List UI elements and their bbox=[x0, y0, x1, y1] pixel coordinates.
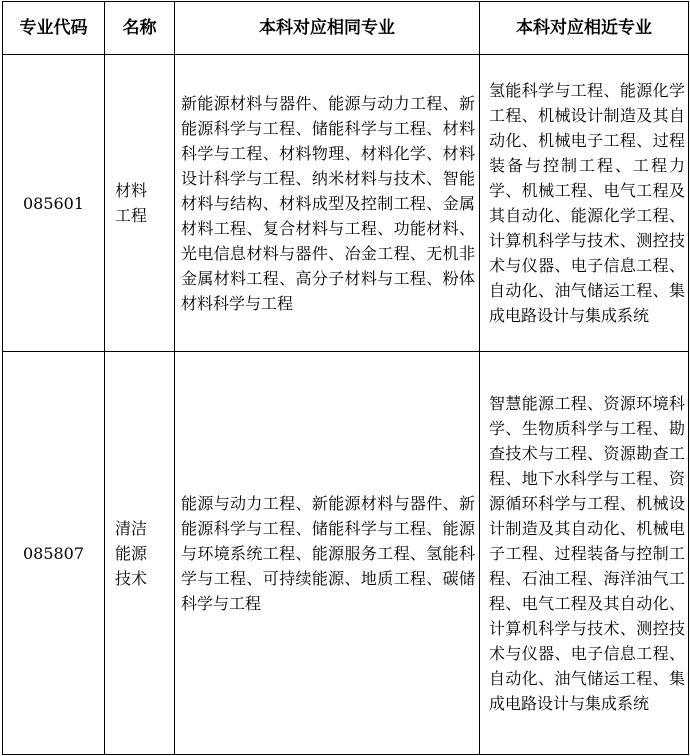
table-row bbox=[3, 352, 689, 755]
near-majors: 氢能科学与工程、能源化学工程、机械设计制造及其自动化、机械电子工程、过程装备与控制工程、工程力学、机械工程、电气工程及其自动化、能源化学工程、计算机科学与技术、测控技术与仪器、电子信息工程、自动化、油气储运工程、集成电路设计与集成系统 bbox=[480, 55, 689, 352]
header-code: 专业代码 bbox=[3, 2, 105, 55]
major-code: 085601 bbox=[3, 55, 105, 352]
major-table bbox=[2, 1, 689, 755]
near-majors: 智慧能源工程、资源环境科学、生物质科学与工程、勘查技术与工程、资源勘查工程、地下水科学与工程、资源循环科学与工程、机械设计制造及其自动化、机械电子工程、过程装备与控制工程、石油工程、海洋油气工程、电气工程及其自动化、计算机科学与技术、测控技术与仪器、电子信息工程、自动化、油气储运工程、集成电路设计与集成系统 bbox=[480, 352, 689, 755]
table-row bbox=[3, 55, 689, 352]
header-name: 名称 bbox=[105, 2, 175, 55]
same-majors: 新能源材料与器件、能源与动力工程、新能源科学与工程、储能科学与工程、材料科学与工程、材料物理、材料化学、材料设计科学与工程、纳米材料与技术、智能材料与结构、材料成型及控制工程、金属材料工程、复合材料与工程、功能材料、光电信息材料与器件、冶金工程、无机非金属材料工程、高分子材料与工程、粉体材料科学与工程 bbox=[175, 55, 480, 352]
header-near-major: 本科对应相近专业 bbox=[480, 2, 689, 55]
header-same-major: 本科对应相同专业 bbox=[175, 2, 480, 55]
header-row bbox=[3, 2, 689, 55]
major-name: 清洁能源技术 bbox=[105, 352, 175, 755]
major-code: 085807 bbox=[3, 352, 105, 755]
same-majors: 能源与动力工程、新能源材料与器件、新能源科学与工程、储能科学与工程、能源与环境系统工程、能源服务工程、氢能科学与工程、可持续能源、地质工程、碳储科学与工程 bbox=[175, 352, 480, 755]
major-name: 材料工程 bbox=[105, 55, 175, 352]
